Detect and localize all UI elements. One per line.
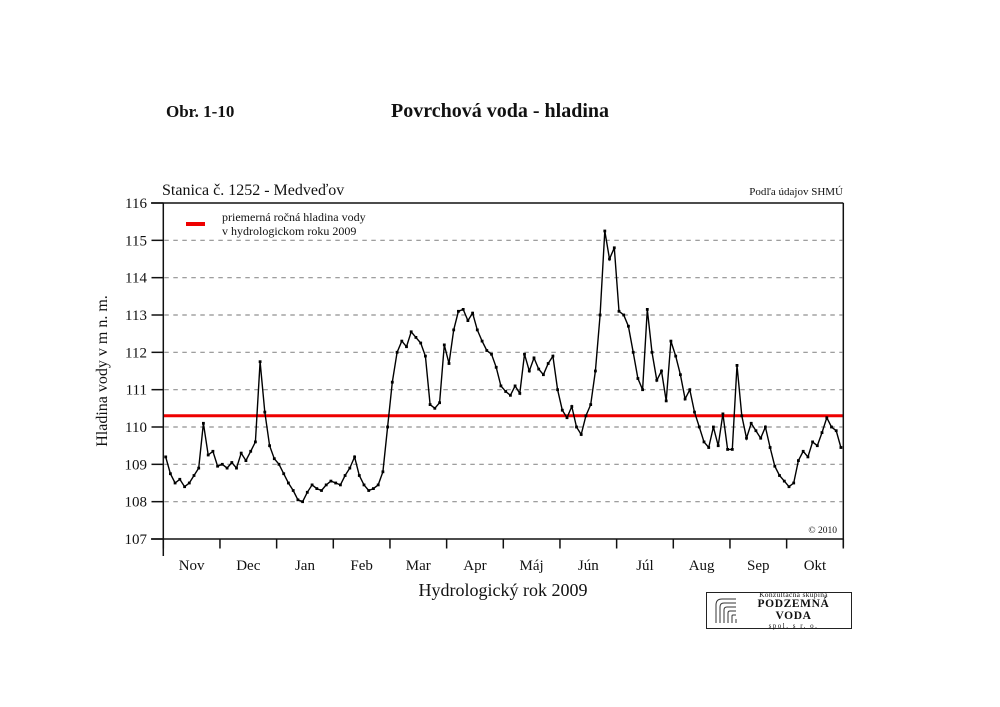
data-point-marker [764,426,767,429]
y-tick-label: 113 [125,308,147,324]
y-tick-label: 115 [125,233,147,250]
data-point-marker [684,398,687,401]
station-label: Stanica č. 1252 - Medveďov [162,182,345,199]
data-point-marker [509,394,512,397]
data-point-marker [443,344,446,347]
data-point-marker [835,429,838,432]
data-point-marker [367,489,370,492]
data-point-marker [646,308,649,311]
data-point-marker [759,437,762,440]
y-tick-label: 114 [125,270,147,287]
data-point-marker [788,485,791,488]
data-point-marker [500,385,503,388]
data-point-marker [523,353,526,356]
x-tick-label: Máj [519,558,544,574]
data-point-marker [372,487,375,490]
data-point-marker [462,308,465,311]
data-point-marker [259,360,262,363]
data-point-marker [164,456,167,459]
logo-subtitle: Konzultačná skupina [759,589,828,599]
data-point-marker [755,429,758,432]
data-point-marker [736,364,739,367]
data-point-marker [325,484,328,487]
data-point-marker [613,246,616,249]
data-point-marker [292,489,295,492]
data-point-marker [306,491,309,494]
data-point-marker [717,444,720,447]
x-tick-label: Nov [178,558,205,574]
data-point-marker [339,484,342,487]
data-point-marker [311,484,314,487]
data-point-marker [575,426,578,429]
data-point-marker [641,388,644,391]
data-point-marker [726,448,729,451]
data-point-marker [433,407,436,410]
data-point-marker [377,484,380,487]
data-point-marker [490,353,493,356]
y-tick-label: 109 [124,457,147,474]
data-point-marker [670,340,673,343]
data-point-marker [745,437,748,440]
data-point-marker [263,411,266,414]
data-point-marker [821,431,824,434]
data-point-marker [174,482,177,485]
data-point-marker [240,452,243,455]
data-point-marker [400,340,403,343]
data-point-marker [594,370,597,373]
data-point-marker [660,370,663,373]
data-point-marker [580,433,583,436]
x-tick-label: Mar [405,558,431,574]
data-point-marker [807,456,810,459]
data-point-marker [533,357,536,360]
data-point-marker [315,487,318,490]
data-point-marker [386,426,389,429]
x-tick-label: Jan [294,558,315,574]
x-tick-label: Feb [350,558,373,574]
data-point-marker [245,459,248,462]
data-point-marker [391,381,394,384]
data-point-marker [358,474,361,477]
data-point-marker [778,474,781,477]
data-point-marker [627,325,630,328]
data-point-marker [707,446,710,449]
data-point-marker [353,456,356,459]
y-tick-label: 112 [125,345,147,362]
data-point-marker [221,463,224,466]
data-point-marker [712,426,715,429]
data-point-marker [537,368,540,371]
x-tick-label: Jún [577,558,599,574]
data-point-marker [608,258,611,261]
y-tick-label: 108 [124,494,147,511]
legend-label-line1: priemerná ročná hladina vody [222,210,366,224]
data-point-marker [703,441,706,444]
data-point-marker [679,373,682,376]
data-point-marker [603,230,606,233]
copyright-note: © 2010 [808,526,837,536]
x-tick-label: Júl [636,558,654,574]
data-point-marker [467,319,470,322]
data-point-marker [773,465,776,468]
data-point-marker [825,416,828,419]
data-point-marker [518,392,521,395]
data-point-marker [622,314,625,317]
data-point-marker [495,366,498,369]
data-point-marker [448,362,451,365]
x-tick-label: Sep [747,558,770,574]
data-point-marker [589,403,592,406]
data-point-marker [178,478,181,481]
data-point-marker [792,482,795,485]
data-point-marker [816,444,819,447]
data-point-marker [212,450,215,453]
data-point-marker [552,355,555,358]
data-point-marker [429,403,432,406]
data-point-marker [169,472,172,475]
page-title: Povrchová voda - hladina [391,100,609,122]
data-point-marker [438,401,441,404]
figure-label: Obr. 1-10 [166,102,235,121]
data-point-marker [249,450,252,453]
data-point-marker [363,484,366,487]
data-point-marker [802,450,805,453]
data-point-marker [693,411,696,414]
data-point-marker [287,482,290,485]
data-point-marker [585,414,588,417]
data-point-marker [688,388,691,391]
data-point-marker [665,400,668,403]
data-point-marker [674,355,677,358]
y-axis-title: Hladina vody v m n. m. [94,295,111,447]
data-point-marker [419,342,422,345]
data-point-marker [651,351,654,354]
data-point-marker [783,480,786,483]
data-point-marker [216,465,219,468]
data-point-marker [698,426,701,429]
water-level-series-line [166,231,841,502]
data-source-note: Podľa údajov SHMÚ [749,186,843,198]
data-point-marker [348,467,351,470]
x-tick-label: Aug [688,558,715,574]
logo-company-suffix: spol. s r. o. [768,622,819,631]
y-tick-label: 110 [125,420,147,436]
company-logo [706,589,852,631]
data-point-marker [632,351,635,354]
legend-label-line2: v hydrologickom roku 2009 [222,224,357,238]
data-point-marker [528,370,531,373]
data-point-marker [547,362,550,365]
data-point-marker [566,416,569,419]
data-point-marker [235,467,238,470]
data-point-marker [334,482,337,485]
data-point-marker [282,472,285,475]
data-point-marker [273,457,276,460]
data-point-marker [278,463,281,466]
data-point-marker [740,414,743,417]
data-point-marker [230,461,233,464]
y-tick-label: 111 [125,382,147,399]
data-point-marker [226,467,229,470]
data-point-marker [504,390,507,393]
data-point-marker [769,446,772,449]
data-point-marker [750,422,753,425]
data-point-marker [207,454,210,457]
data-point-marker [561,409,564,412]
data-point-marker [330,480,333,483]
data-point-marker [410,330,413,333]
x-tick-label: Okt [803,558,827,574]
data-point-marker [193,474,196,477]
logo-company-name: PODZEMNÁ VODA [757,598,830,622]
x-axis-title: Hydrologický rok 2009 [418,580,588,600]
data-point-marker [618,310,621,313]
data-point-marker [188,482,191,485]
data-point-marker [183,485,186,488]
data-point-marker [599,314,602,317]
data-point-marker [197,467,200,470]
data-point-marker [830,426,833,429]
data-point-marker [320,489,323,492]
x-tick-label: Apr [463,558,487,574]
data-point-marker [424,355,427,358]
data-point-marker [396,351,399,354]
data-point-marker [840,446,843,449]
data-point-marker [457,310,460,313]
data-point-marker [485,349,488,352]
data-point-marker [542,373,545,376]
y-tick-label: 107 [124,532,147,548]
data-point-marker [415,336,418,339]
data-point-marker [476,329,479,332]
data-point-marker [797,459,800,462]
data-point-marker [344,474,347,477]
data-point-marker [722,413,725,416]
data-point-marker [297,498,300,501]
data-point-marker [655,379,658,382]
data-point-marker [254,441,257,444]
data-point-marker [202,422,205,425]
data-point-marker [514,385,517,388]
data-point-marker [731,448,734,451]
data-point-marker [570,405,573,408]
legend-label [222,210,366,238]
y-tick-label: 116 [125,196,147,212]
average-line-legend-swatch [186,222,205,226]
data-point-marker [405,345,408,348]
data-point-marker [382,470,385,473]
logo-text [740,591,851,631]
data-point-marker [637,377,640,380]
fingerprint-logo-icon [712,597,740,625]
data-point-marker [471,312,474,315]
data-point-marker [268,444,271,447]
x-tick-label: Dec [236,558,261,574]
data-point-marker [481,340,484,343]
data-point-marker [556,388,559,391]
data-point-marker [811,441,814,444]
data-point-marker [301,500,304,503]
data-point-marker [452,329,455,332]
